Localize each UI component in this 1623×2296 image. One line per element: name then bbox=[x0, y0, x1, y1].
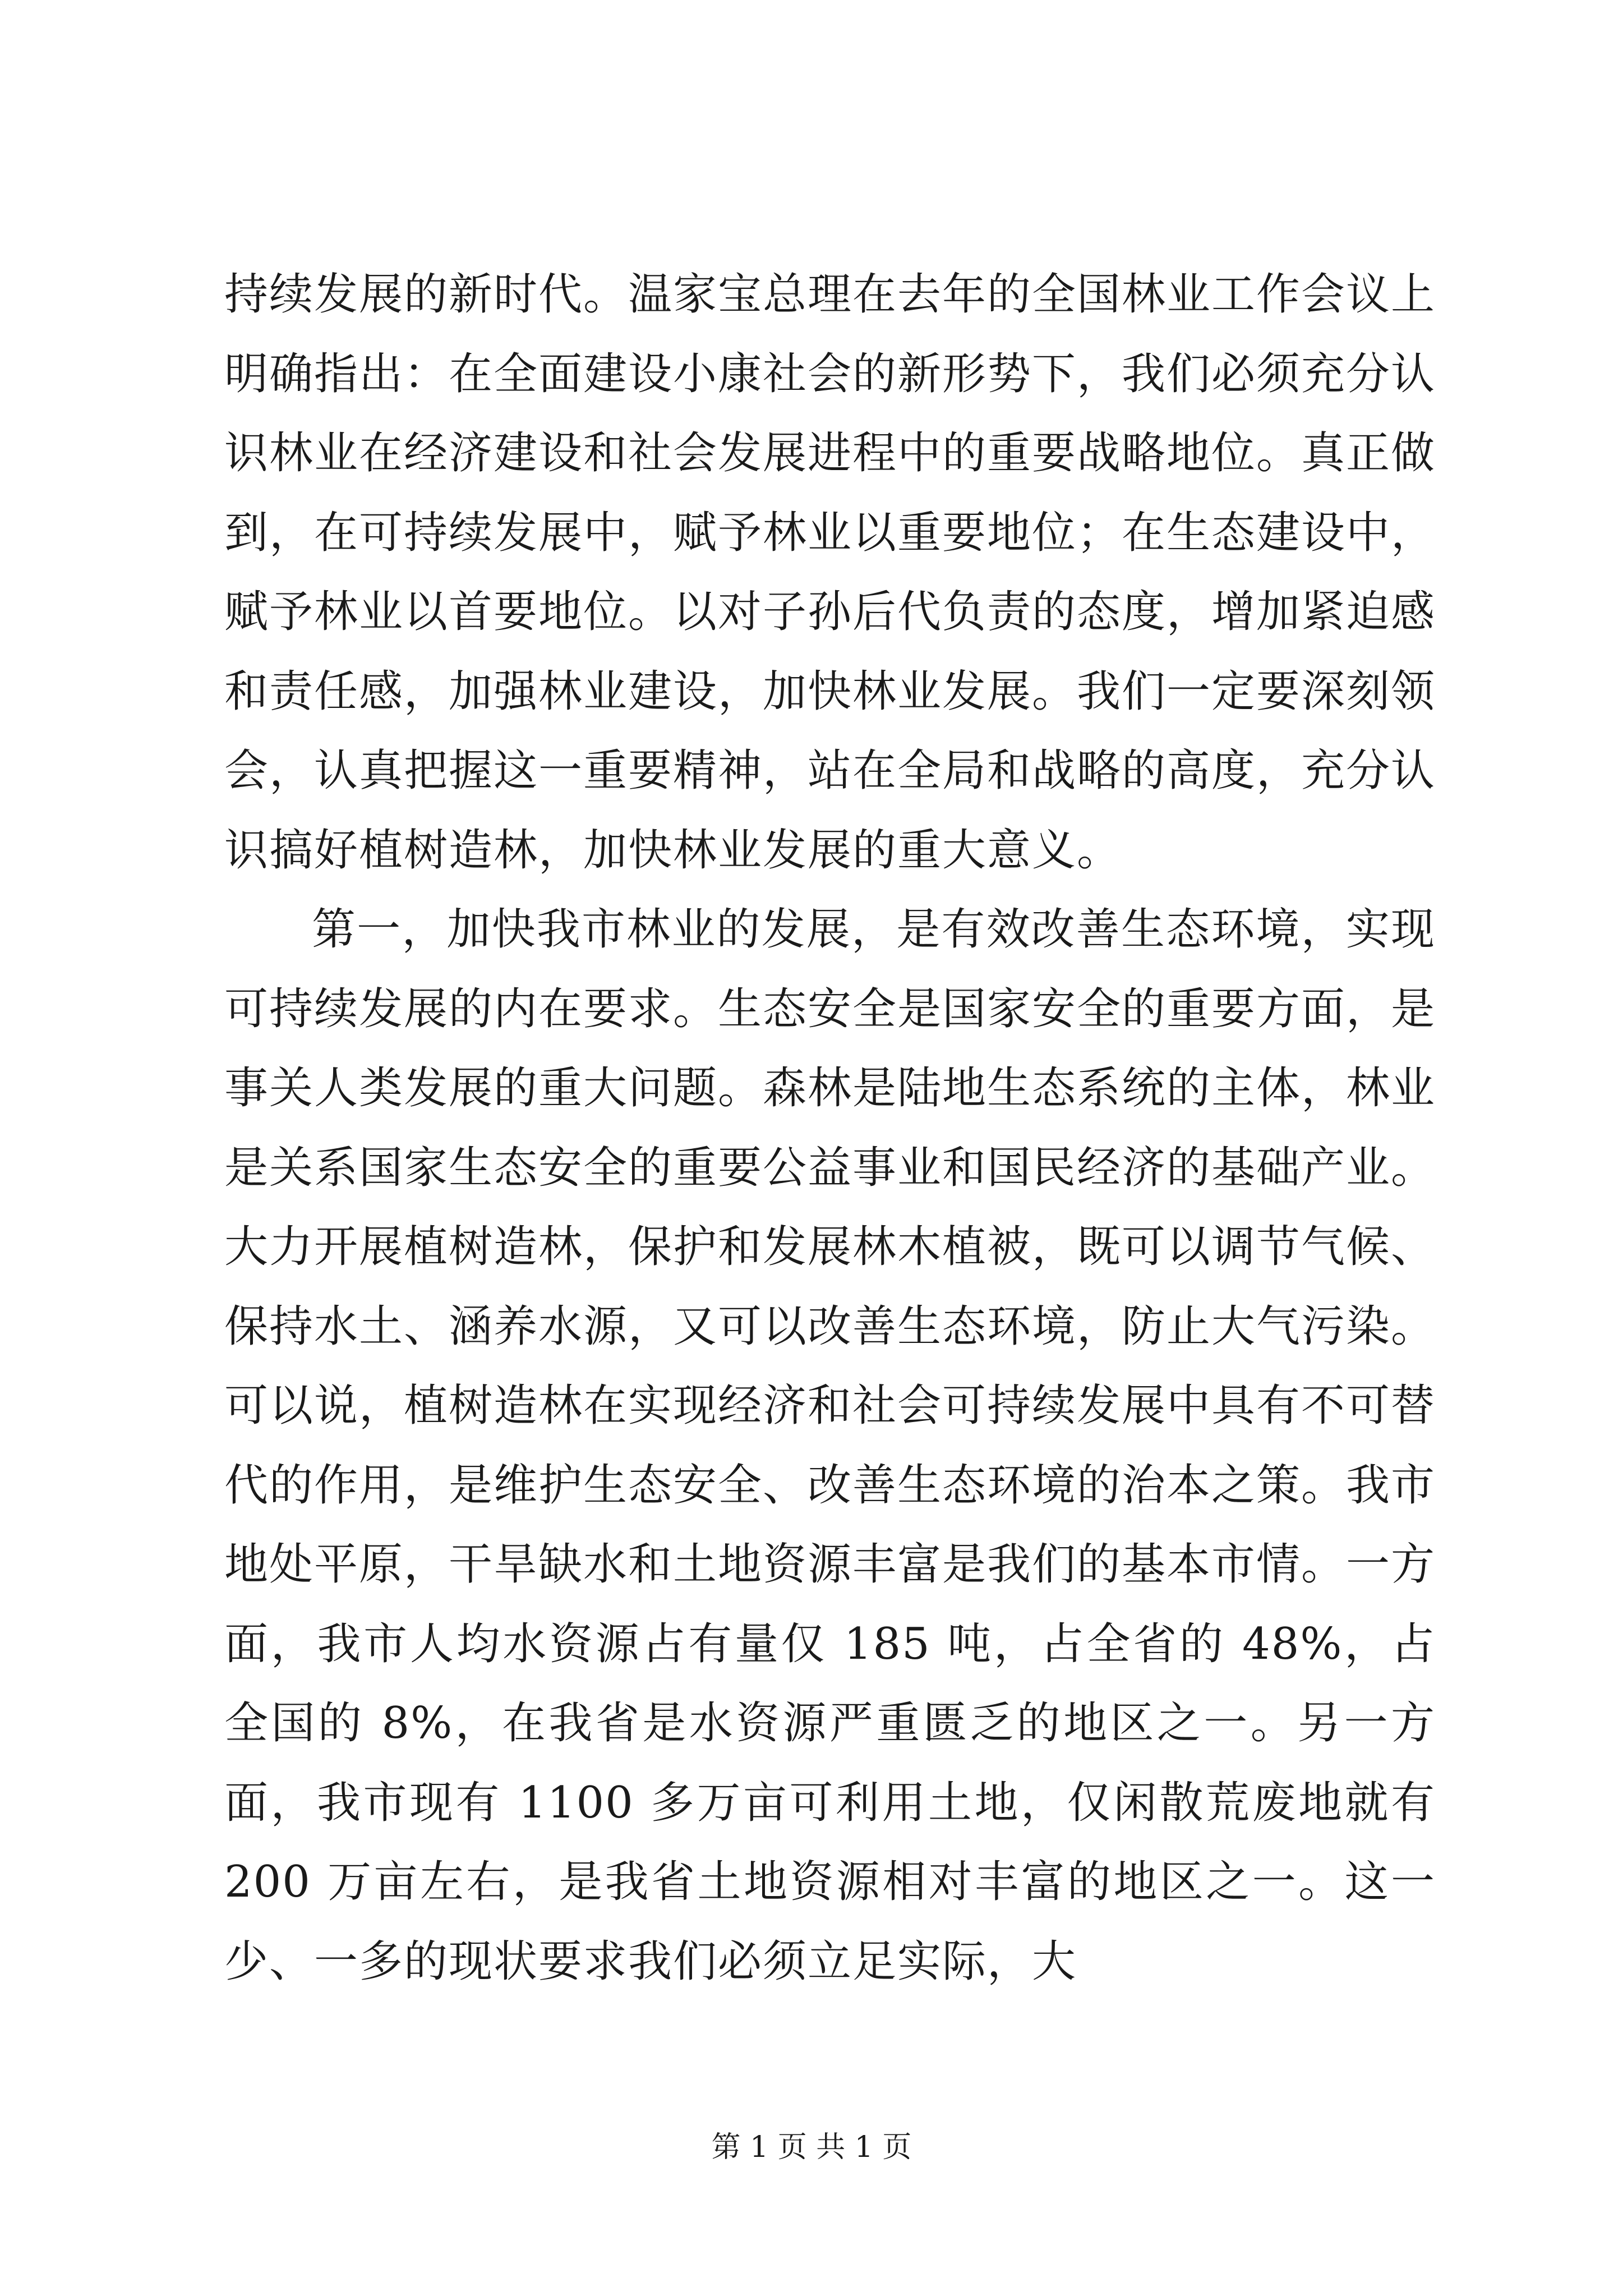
page-footer: 第 1 页 共 1 页 bbox=[711, 2131, 912, 2164]
body-text bbox=[224, 255, 1436, 2001]
paragraph-first-point: 第一，加快我市林业的发展，是有效改善生态环境，实现可持续发展的内在要求。生态安全是国家安全的重要方面，是事关人类发展的重大问题。森林是陆地生态系统的主体，林业是关系国家生态安全的重要公益事业和国民经济的基础产业。大力开展植树造林，保护和发展林木植被，既可以调节气候、保持水土、涵养水源，又可以改善生态环境，防止大气污染。可以说，植树造林在实现经济和社会可持续发展中具有不可替代的作用，是维护生态安全、改善生态环境的治本之策。我市地处平原，干旱缺水和土地资源丰富是我们的基本市情。一方面，我市人均水资源占有量仅 185 吨，占全省的 48%，占全国的 8%，在我省是水资源严重匮乏的地区之一。另一方面，我市现有 1100 多万亩可利用土地，仅闲散荒废地就有 200 万亩左右，是我省土地资源相对丰富的地区之一。这一少、一多的现状要求我们必须立足实际，大 bbox=[224, 904, 1436, 1987]
paragraph-continuation: 持续发展的新时代。温家宝总理在去年的全国林业工作会议上明确指出：在全面建设小康社会的新形势下，我们必须充分认识林业在经济建设和社会发展进程中的重要战略地位。真正做到，在可持续发展中，赋予林业以重要地位；在生态建设中，赋予林业以首要地位。以对子孙后代负责的态度，增加紧迫感和责任感，加强林业建设，加快林业发展。我们一定要深刻领会，认真把握这一重要精神，站在全局和战略的高度，充分认识搞好植树造林，加快林业发展的重大意义。 bbox=[224, 269, 1436, 876]
